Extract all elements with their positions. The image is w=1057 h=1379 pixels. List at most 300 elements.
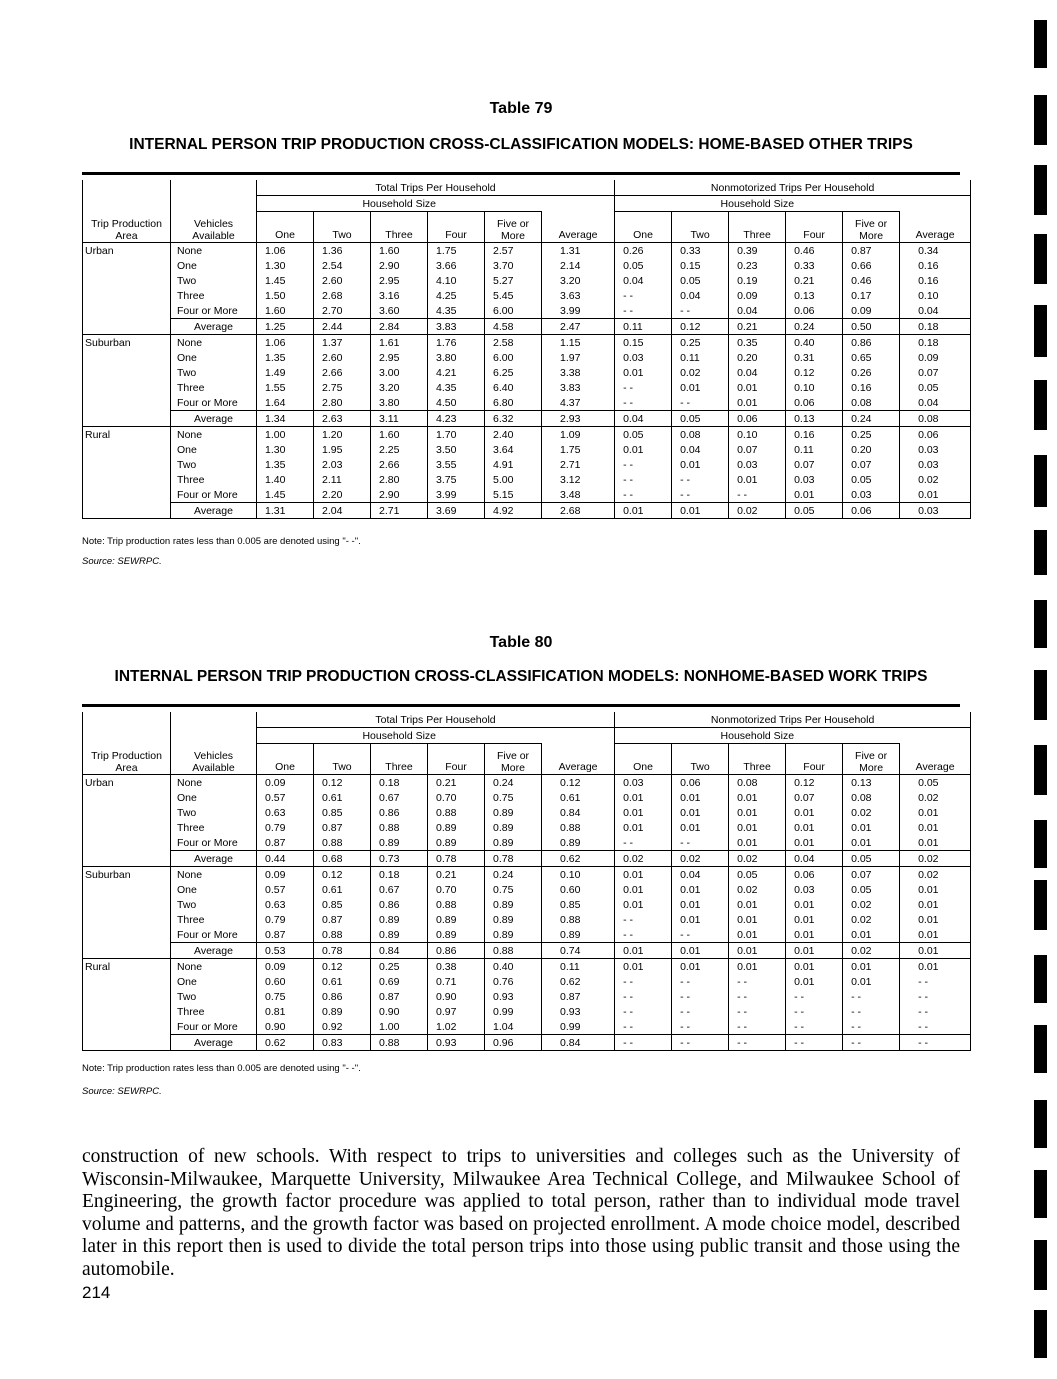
total-value-cell: 3.48	[542, 487, 615, 503]
table-row	[83, 882, 971, 897]
scan-edge-mark	[1034, 955, 1047, 1003]
average-row	[83, 1035, 971, 1051]
total-value-cell: 1.55	[257, 380, 314, 395]
nonmot-value-cell: 0.01	[615, 790, 672, 805]
total-value-cell: 0.88	[428, 805, 485, 820]
table-title: INTERNAL PERSON TRIP PRODUCTION CROSS-CLASSIFICATION MODELS: NONHOME-BASED WORK TRIPS	[114, 668, 928, 685]
total-value-cell: 0.18	[371, 867, 428, 883]
total-value-cell: 3.11	[371, 411, 428, 427]
header-one: One	[615, 212, 672, 243]
total-value-cell: 0.89	[485, 912, 542, 927]
nonmot-value-cell: 0.46	[843, 273, 900, 288]
total-value-cell: 0.24	[485, 867, 542, 883]
nonmot-value-cell: - -	[900, 989, 971, 1004]
nonmot-value-cell: 0.07	[900, 365, 971, 380]
nonmot-value-cell: 0.08	[843, 395, 900, 411]
nonmot-value-cell: - -	[672, 395, 729, 411]
header-spacer	[171, 196, 257, 212]
total-value-cell: 0.10	[542, 867, 615, 883]
total-value-cell: 2.68	[314, 288, 371, 303]
area-cell	[83, 790, 171, 805]
vehicles-cell: Average	[171, 1035, 257, 1051]
nonmot-value-cell: 0.05	[729, 867, 786, 883]
nonmot-value-cell: 0.13	[786, 411, 843, 427]
nonmot-value-cell: 0.46	[786, 243, 843, 259]
total-value-cell: 1.25	[257, 319, 314, 335]
area-cell	[83, 974, 171, 989]
nonmot-value-cell: 0.05	[786, 503, 843, 519]
header-three: Three	[371, 744, 428, 775]
nonmot-value-cell: - -	[615, 1004, 672, 1019]
nonmot-value-cell: 0.17	[843, 288, 900, 303]
area-cell	[83, 319, 171, 335]
table-row	[83, 380, 971, 395]
total-value-cell: 0.40	[485, 959, 542, 975]
nonmot-value-cell: 0.01	[615, 943, 672, 959]
nonmot-value-cell: 0.05	[843, 472, 900, 487]
header-vehicles-line1: Vehicles	[193, 218, 234, 230]
vehicles-cell: One	[171, 882, 257, 897]
total-value-cell: 0.75	[485, 790, 542, 805]
total-value-cell: 0.88	[542, 912, 615, 927]
nonmot-value-cell: 0.01	[729, 835, 786, 851]
header-two: Two	[672, 744, 729, 775]
nonmot-value-cell: 0.12	[786, 775, 843, 791]
area-cell	[83, 943, 171, 959]
vehicles-cell: Three	[171, 1004, 257, 1019]
total-value-cell: 1.64	[257, 395, 314, 411]
header-five-or-more	[843, 212, 900, 243]
nonmot-value-cell: 0.01	[672, 882, 729, 897]
nonmot-value-cell: 0.01	[672, 457, 729, 472]
nonmot-value-cell: - -	[615, 927, 672, 943]
nonmot-value-cell: - -	[786, 1035, 843, 1051]
total-value-cell: 0.09	[257, 959, 314, 975]
area-cell	[83, 851, 171, 867]
nonmot-value-cell: 0.07	[843, 457, 900, 472]
nonmot-value-cell: 0.24	[786, 319, 843, 335]
nonmot-value-cell: - -	[900, 1035, 971, 1051]
scan-edge-mark	[1034, 165, 1047, 215]
vehicles-cell: None	[171, 243, 257, 259]
area-cell	[83, 258, 171, 273]
nonmot-value-cell: 0.06	[786, 395, 843, 411]
scan-edge-mark	[1034, 20, 1047, 68]
total-value-cell: 2.25	[371, 442, 428, 457]
total-value-cell: 0.88	[428, 897, 485, 912]
total-value-cell: 5.27	[485, 273, 542, 288]
total-value-cell: 0.60	[542, 882, 615, 897]
total-value-cell: 0.89	[371, 912, 428, 927]
header-five-or-more-line1: Five or	[855, 218, 888, 230]
nonmot-value-cell: - -	[615, 1035, 672, 1051]
table-row	[83, 457, 971, 472]
total-value-cell: 1.15	[542, 335, 615, 351]
table-row	[83, 1019, 971, 1035]
area-cell	[83, 912, 171, 927]
header-household-size: Household Size	[615, 196, 900, 212]
nonmot-value-cell: 0.07	[786, 790, 843, 805]
nonmot-value-cell: - -	[615, 487, 672, 503]
total-value-cell: 0.86	[428, 943, 485, 959]
nonmot-value-cell: 0.25	[672, 335, 729, 351]
table-row	[83, 897, 971, 912]
total-value-cell: 0.88	[371, 820, 428, 835]
total-value-cell: 2.71	[542, 457, 615, 472]
table-row	[83, 835, 971, 851]
nonmot-value-cell: - -	[786, 1019, 843, 1035]
total-value-cell: 4.21	[428, 365, 485, 380]
table-row	[83, 775, 971, 791]
nonmot-value-cell: 0.16	[843, 380, 900, 395]
nonmot-value-cell: 0.04	[672, 442, 729, 457]
nonmot-value-cell: 0.01	[615, 365, 672, 380]
nonmot-value-cell: 0.31	[786, 350, 843, 365]
header-household-size: Household Size	[615, 728, 900, 744]
total-value-cell: 2.68	[542, 503, 615, 519]
vehicles-cell: None	[171, 335, 257, 351]
nonmot-value-cell: 0.13	[843, 775, 900, 791]
table-row	[83, 350, 971, 365]
total-value-cell: 0.62	[257, 1035, 314, 1051]
header-four: Four	[428, 212, 485, 243]
total-value-cell: 2.63	[314, 411, 371, 427]
nonmot-value-cell: 0.13	[786, 288, 843, 303]
vehicles-cell: Three	[171, 380, 257, 395]
nonmot-value-cell: - -	[900, 974, 971, 989]
nonmot-value-cell: 0.10	[900, 288, 971, 303]
nonmot-value-cell: 0.05	[672, 273, 729, 288]
total-value-cell: 0.70	[428, 882, 485, 897]
nonmot-value-cell: 0.01	[900, 805, 971, 820]
area-cell: Urban	[83, 775, 171, 791]
nonmot-value-cell: 0.01	[729, 943, 786, 959]
nonmot-value-cell: 0.06	[843, 503, 900, 519]
nonmot-value-cell: 0.25	[843, 427, 900, 443]
body-paragraph: construction of new schools. With respect to trips to universities and colleges such as the University of Wisconsin-Milwaukee, Marquette University, Milwaukee Area Technical College, and Milwaukee School of Engineering, the growth factor procedure was applied to total person, rather than to individual mode travel volume and patterns, and the growth factor was based on projected enrollment. A mode choice model, described later in this report then is used to divide the total person trips into those using public transit and those using the automobile.	[82, 1146, 960, 1280]
total-value-cell: 0.87	[314, 912, 371, 927]
total-value-cell: 2.58	[485, 335, 542, 351]
area-cell	[83, 820, 171, 835]
total-value-cell: 0.88	[371, 1035, 428, 1051]
scan-edge-mark	[1034, 455, 1047, 507]
table-row	[83, 927, 971, 943]
table-row	[83, 959, 971, 975]
total-value-cell: 0.12	[314, 867, 371, 883]
nonmot-value-cell: 0.01	[900, 959, 971, 975]
nonmot-value-cell: 0.34	[900, 243, 971, 259]
nonmot-value-cell: 0.33	[672, 243, 729, 259]
total-value-cell: 1.45	[257, 487, 314, 503]
total-value-cell: 0.61	[314, 790, 371, 805]
nonmot-value-cell: 0.03	[900, 442, 971, 457]
nonmot-value-cell: 0.09	[843, 303, 900, 319]
nonmot-value-cell: 0.08	[900, 411, 971, 427]
nonmot-value-cell: 0.01	[729, 959, 786, 975]
scan-edge-mark	[1034, 600, 1047, 648]
nonmot-value-cell: 0.26	[615, 243, 672, 259]
nonmot-value-cell: 0.01	[672, 820, 729, 835]
area-cell	[83, 380, 171, 395]
nonmot-value-cell: 0.01	[672, 790, 729, 805]
nonmot-value-cell: 0.08	[729, 775, 786, 791]
vehicles-cell: Two	[171, 273, 257, 288]
total-value-cell: 2.44	[314, 319, 371, 335]
total-value-cell: 1.31	[257, 503, 314, 519]
header-group-total: Total Trips Per Household	[257, 180, 615, 196]
nonmot-value-cell: 0.01	[615, 442, 672, 457]
nonmot-value-cell: 0.15	[672, 258, 729, 273]
table-top-rule	[82, 172, 960, 175]
total-value-cell: 2.66	[371, 457, 428, 472]
total-value-cell: 0.83	[314, 1035, 371, 1051]
total-value-cell: 4.50	[428, 395, 485, 411]
vehicles-cell: Two	[171, 989, 257, 1004]
total-value-cell: 0.76	[485, 974, 542, 989]
nonmot-value-cell: 0.02	[843, 897, 900, 912]
nonmot-value-cell: - -	[672, 303, 729, 319]
total-value-cell: 6.00	[485, 350, 542, 365]
header-five-or-more-line1: Five or	[855, 750, 888, 762]
vehicles-cell: Four or More	[171, 835, 257, 851]
table-row	[83, 335, 971, 351]
total-value-cell: 1.50	[257, 288, 314, 303]
total-value-cell: 1.97	[542, 350, 615, 365]
total-value-cell: 0.61	[314, 882, 371, 897]
total-value-cell: 1.49	[257, 365, 314, 380]
total-value-cell: 0.69	[371, 974, 428, 989]
total-value-cell: 3.69	[428, 503, 485, 519]
total-value-cell: 0.78	[485, 851, 542, 867]
nonmot-value-cell: 0.26	[843, 365, 900, 380]
vehicles-cell: Two	[171, 457, 257, 472]
area-cell	[83, 365, 171, 380]
area-cell: Suburban	[83, 335, 171, 351]
total-value-cell: 0.88	[485, 943, 542, 959]
nonmot-value-cell: 0.06	[786, 303, 843, 319]
total-value-cell: 0.89	[485, 897, 542, 912]
nonmot-value-cell: - -	[672, 487, 729, 503]
total-value-cell: 2.93	[542, 411, 615, 427]
total-value-cell: 1.20	[314, 427, 371, 443]
total-value-cell: 2.57	[485, 243, 542, 259]
nonmot-value-cell: 0.01	[900, 835, 971, 851]
total-value-cell: 1.60	[257, 303, 314, 319]
header-five-or-more-line2: More	[501, 230, 525, 242]
total-value-cell: 3.50	[428, 442, 485, 457]
total-value-cell: 1.00	[371, 1019, 428, 1035]
nonmot-value-cell: 0.04	[615, 273, 672, 288]
total-value-cell: 1.34	[257, 411, 314, 427]
total-value-cell: 0.85	[314, 897, 371, 912]
total-value-cell: 6.80	[485, 395, 542, 411]
nonmot-value-cell: 0.18	[900, 319, 971, 335]
total-value-cell: 1.31	[542, 243, 615, 259]
nonmot-value-cell: 0.12	[672, 319, 729, 335]
total-value-cell: 0.89	[485, 820, 542, 835]
total-value-cell: 0.89	[371, 835, 428, 851]
header-one: One	[257, 744, 314, 775]
nonmot-value-cell: 0.01	[786, 974, 843, 989]
table-row	[83, 820, 971, 835]
nonmot-value-cell: 0.01	[729, 927, 786, 943]
scan-edge-mark	[1034, 1025, 1047, 1073]
total-value-cell: 5.45	[485, 288, 542, 303]
total-value-cell: 0.09	[257, 867, 314, 883]
table-row	[83, 472, 971, 487]
nonmot-value-cell: 0.02	[672, 365, 729, 380]
vehicles-cell: Two	[171, 897, 257, 912]
average-row	[83, 851, 971, 867]
nonmot-value-cell: 0.23	[729, 258, 786, 273]
total-value-cell: 0.12	[542, 775, 615, 791]
table-row	[83, 867, 971, 883]
total-value-cell: 3.80	[371, 395, 428, 411]
nonmot-value-cell: - -	[843, 1035, 900, 1051]
vehicles-cell: Average	[171, 851, 257, 867]
total-value-cell: 1.75	[428, 243, 485, 259]
total-value-cell: 3.66	[428, 258, 485, 273]
table-number: Table 80	[489, 634, 553, 651]
header-household-size: Household Size	[257, 728, 542, 744]
total-value-cell: 0.85	[542, 897, 615, 912]
nonmot-value-cell: 0.05	[843, 851, 900, 867]
table-row	[83, 395, 971, 411]
total-value-cell: 0.61	[542, 790, 615, 805]
total-value-cell: 3.60	[371, 303, 428, 319]
nonmot-value-cell: - -	[615, 395, 672, 411]
area-cell	[83, 442, 171, 457]
nonmot-value-cell: - -	[843, 989, 900, 1004]
area-cell	[83, 989, 171, 1004]
nonmot-value-cell: 0.33	[786, 258, 843, 273]
nonmot-value-cell: 0.05	[672, 411, 729, 427]
total-value-cell: 1.06	[257, 335, 314, 351]
total-value-cell: 0.84	[542, 1035, 615, 1051]
average-row	[83, 411, 971, 427]
area-cell	[83, 395, 171, 411]
total-value-cell: 0.78	[314, 943, 371, 959]
nonmot-value-cell: - -	[843, 1004, 900, 1019]
area-cell	[83, 288, 171, 303]
area-cell	[83, 487, 171, 503]
header-spacer	[171, 712, 257, 728]
total-value-cell: 3.55	[428, 457, 485, 472]
header-row	[83, 196, 971, 212]
nonmot-value-cell: - -	[843, 1019, 900, 1035]
nonmot-value-cell: 0.01	[900, 487, 971, 503]
nonmot-value-cell: 0.01	[786, 805, 843, 820]
header-group-nonmotorized: Nonmotorized Trips Per Household	[615, 180, 971, 196]
area-cell	[83, 1004, 171, 1019]
total-value-cell: 2.80	[314, 395, 371, 411]
total-value-cell: 0.44	[257, 851, 314, 867]
area-cell	[83, 411, 171, 427]
total-value-cell: 0.99	[485, 1004, 542, 1019]
total-value-cell: 1.35	[257, 457, 314, 472]
total-value-cell: 0.70	[428, 790, 485, 805]
total-value-cell: 0.97	[428, 1004, 485, 1019]
vehicles-cell: Four or More	[171, 303, 257, 319]
nonmot-value-cell: 0.03	[900, 457, 971, 472]
nonmot-value-cell: 0.87	[843, 243, 900, 259]
header-five-or-more-line2: More	[859, 762, 884, 774]
table-row	[83, 487, 971, 503]
nonmot-value-cell: - -	[786, 989, 843, 1004]
nonmot-value-cell: 0.01	[786, 897, 843, 912]
header-average: Average	[542, 212, 615, 243]
scan-edge-mark	[1034, 530, 1047, 575]
total-value-cell: 0.63	[257, 805, 314, 820]
total-value-cell: 0.84	[542, 805, 615, 820]
total-value-cell: 4.91	[485, 457, 542, 472]
nonmot-value-cell: 0.06	[672, 775, 729, 791]
total-value-cell: 2.11	[314, 472, 371, 487]
vehicles-cell: Three	[171, 820, 257, 835]
total-value-cell: 4.58	[485, 319, 542, 335]
total-value-cell: 1.00	[257, 427, 314, 443]
header-two: Two	[314, 212, 371, 243]
nonmot-value-cell: 0.50	[843, 319, 900, 335]
total-value-cell: 0.89	[542, 835, 615, 851]
area-cell: Rural	[83, 427, 171, 443]
nonmot-value-cell: 0.02	[900, 867, 971, 883]
nonmot-value-cell: 0.01	[786, 835, 843, 851]
total-value-cell: 0.18	[371, 775, 428, 791]
total-value-cell: 5.15	[485, 487, 542, 503]
nonmot-value-cell: 0.03	[900, 503, 971, 519]
total-value-cell: 1.76	[428, 335, 485, 351]
total-value-cell: 2.04	[314, 503, 371, 519]
total-value-cell: 0.81	[257, 1004, 314, 1019]
total-value-cell: 0.25	[371, 959, 428, 975]
vehicles-cell: Average	[171, 943, 257, 959]
total-value-cell: 2.60	[314, 273, 371, 288]
header-household-size: Household Size	[257, 196, 542, 212]
total-value-cell: 0.61	[314, 974, 371, 989]
nonmot-value-cell: 0.05	[900, 775, 971, 791]
scan-edge-mark	[1034, 1310, 1047, 1358]
nonmot-value-cell: 0.04	[729, 303, 786, 319]
nonmot-value-cell: 0.01	[615, 959, 672, 975]
scan-edge-mark	[1034, 670, 1047, 720]
scan-edge-mark	[1034, 880, 1047, 930]
total-value-cell: 4.25	[428, 288, 485, 303]
vehicles-cell: Four or More	[171, 1019, 257, 1035]
nonmot-value-cell: 0.20	[843, 442, 900, 457]
header-area-line1: Trip Production	[91, 750, 162, 762]
total-value-cell: 3.99	[542, 303, 615, 319]
nonmot-value-cell: 0.16	[900, 273, 971, 288]
vehicles-cell: None	[171, 427, 257, 443]
total-value-cell: 0.89	[428, 912, 485, 927]
total-value-cell: 0.53	[257, 943, 314, 959]
nonmot-value-cell: - -	[729, 1004, 786, 1019]
header-three: Three	[729, 744, 786, 775]
total-value-cell: 0.63	[257, 897, 314, 912]
total-value-cell: 3.64	[485, 442, 542, 457]
vehicles-cell: None	[171, 775, 257, 791]
nonmot-value-cell: - -	[672, 1035, 729, 1051]
total-value-cell: 1.40	[257, 472, 314, 487]
vehicles-cell: Four or More	[171, 395, 257, 411]
total-value-cell: 2.20	[314, 487, 371, 503]
area-cell: Rural	[83, 959, 171, 975]
nonmot-value-cell: 0.09	[729, 288, 786, 303]
table-row	[83, 974, 971, 989]
area-cell	[83, 303, 171, 319]
header-row	[83, 712, 971, 728]
